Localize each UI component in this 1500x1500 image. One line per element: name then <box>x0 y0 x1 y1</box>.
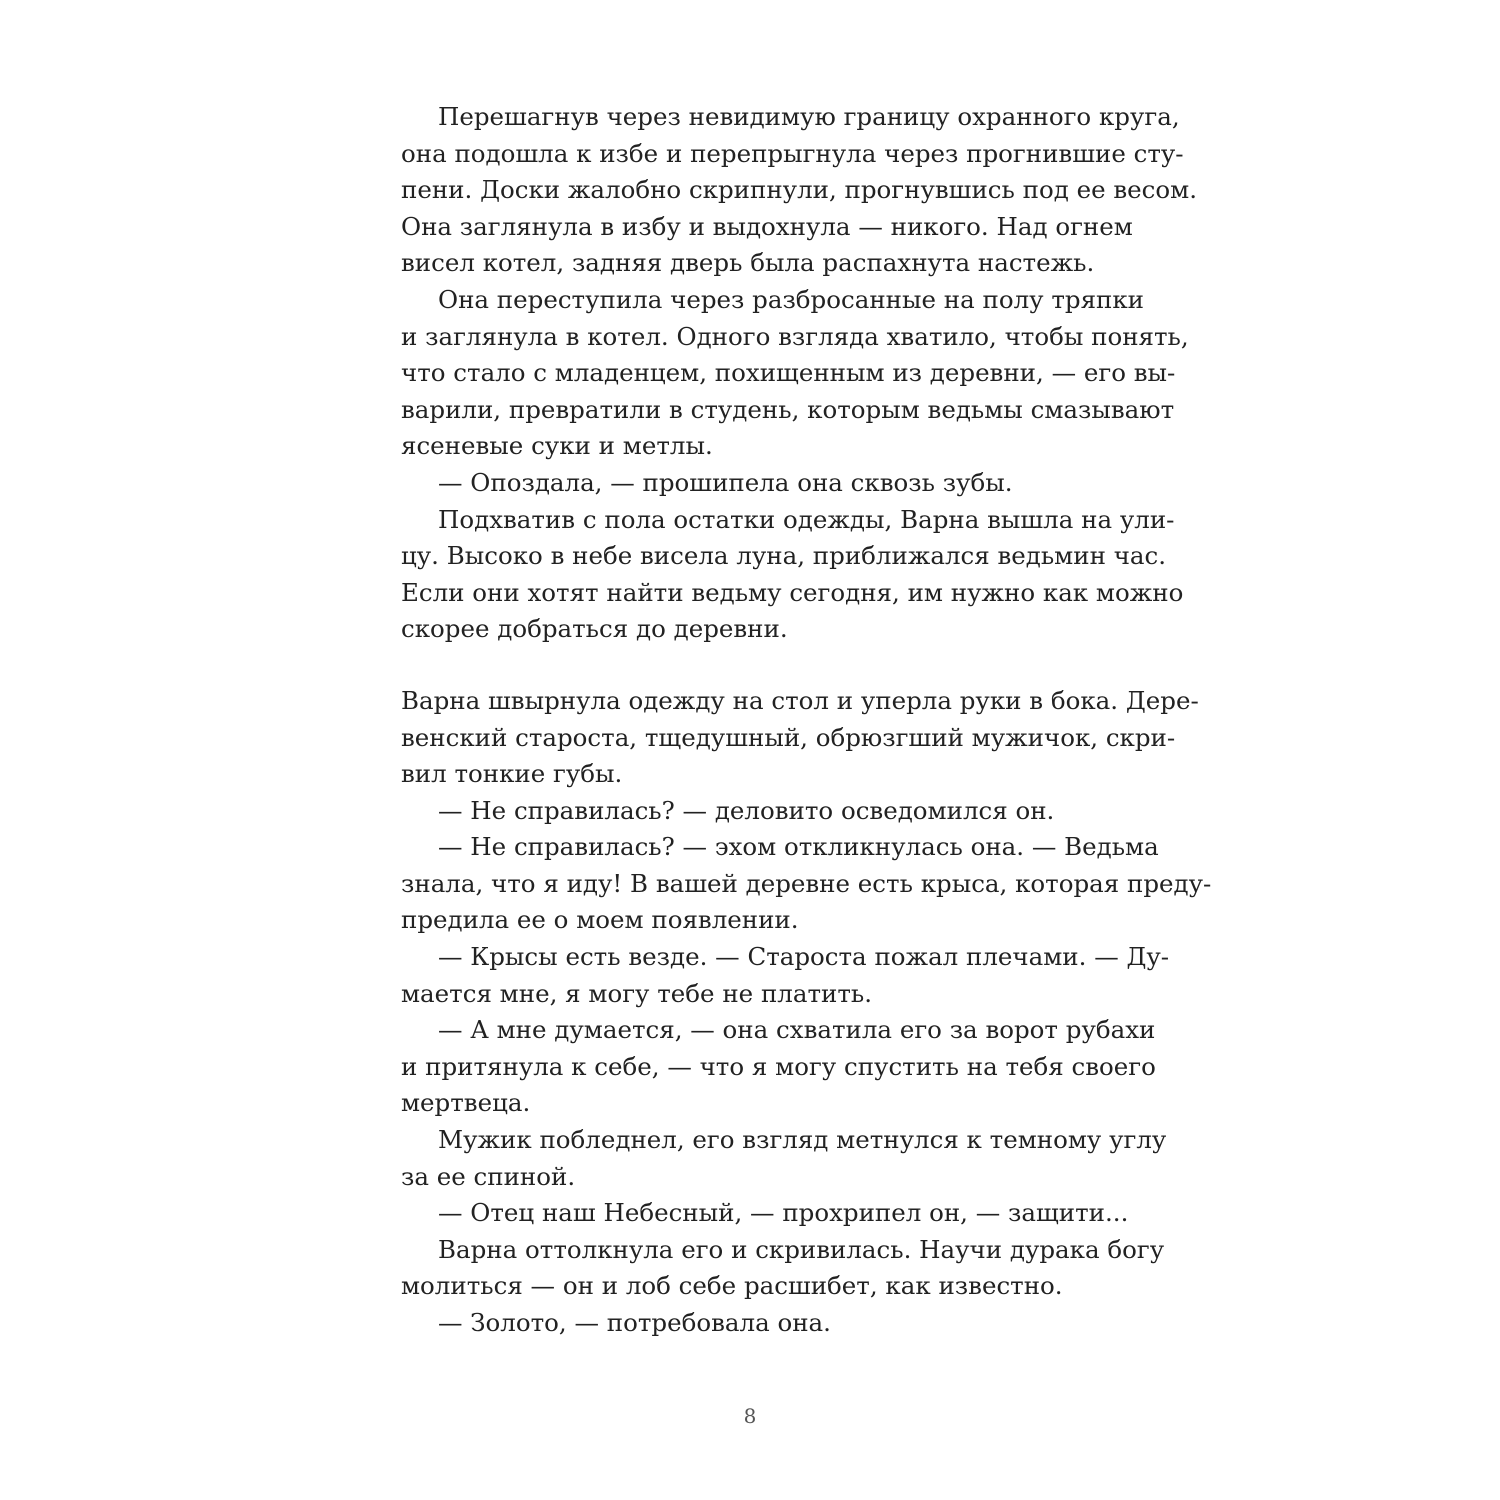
text-line: знала, что я иду! В вашей деревне есть крыса, которая преду- <box>401 868 1212 898</box>
paragraph <box>401 1122 1167 1195</box>
text-line: мертвеца. <box>401 1088 531 1118</box>
dialogue-paragraph <box>401 829 1212 939</box>
text-line: — А мне думается, — она схватила его за ворот рубахи <box>438 1015 1156 1045</box>
text-line: — Не справилась? — деловито осведомился он. <box>438 795 1055 825</box>
dialogue-paragraph <box>401 1305 1099 1342</box>
page-number: 8 <box>743 1404 757 1428</box>
dialogue-paragraph <box>401 1195 1129 1232</box>
text-line: — Отец наш Небесный, — прохрипел он, — защити... <box>438 1198 1129 1228</box>
text-line: Она переступила через разбросанные на полу тряпки <box>438 284 1145 314</box>
text-line: скорее добраться до деревни. <box>401 614 788 644</box>
text-line: и притянула к себе, — что я могу спустить на тебя своего <box>401 1051 1156 1081</box>
dialogue-paragraph <box>401 793 1099 830</box>
text-line: — Крысы есть везде. — Староста пожал плечами. — Ду- <box>438 942 1170 972</box>
text-line: пени. Доски жалобно скрипнули, прогнувшись под ее весом. <box>401 175 1197 205</box>
text-line: варили, превратили в студень, которым ведьмы смазывают <box>401 394 1175 424</box>
body-text <box>401 99 1212 1342</box>
text-line: Мужик побледнел, его взгляд метнулся к темному углу <box>438 1125 1167 1155</box>
paragraph <box>401 683 1199 793</box>
text-line: Варна швырнула одежду на стол и уперла руки в бока. Дере- <box>401 685 1199 715</box>
text-line: молиться — он и лоб себе расшибет, как известно. <box>401 1271 1063 1301</box>
text-line: — Золото, — потребовала она. <box>438 1308 831 1337</box>
text-line: предила ее о моем появлении. <box>401 905 799 935</box>
text-line: что стало с младенцем, похищенным из деревни, — его вы- <box>401 358 1176 388</box>
text-line: Варна оттолкнула его и скривилась. Научи дурака богу <box>438 1234 1165 1264</box>
text-line: — Не справилась? — эхом откликнулась она. — Ведьма <box>438 832 1159 862</box>
text-line: и заглянула в котел. Одного взгляда хватило, чтобы понять, <box>401 321 1189 351</box>
dialogue-paragraph <box>401 465 1099 502</box>
paragraph <box>401 1232 1165 1305</box>
text-line: Перешагнув через невидимую границу охранного круга, <box>438 102 1180 131</box>
text-line: — Опоздала, — прошипела она сквозь зубы. <box>438 467 1013 497</box>
text-line: мается мне, я могу тебе не платить. <box>401 978 873 1008</box>
paragraph <box>401 502 1184 648</box>
paragraph <box>401 99 1197 282</box>
text-line: Подхватив с пола остатки одежды, Варна вышла на ули- <box>438 504 1175 534</box>
text-line: висел котел, задняя дверь была распахнута настежь. <box>401 248 1095 278</box>
text-line: за ее спиной. <box>401 1161 576 1191</box>
dialogue-paragraph <box>401 939 1170 1012</box>
paragraph <box>401 282 1189 465</box>
text-line: венский староста, тщедушный, обрюзгший мужичок, скри- <box>401 722 1176 752</box>
text-line: Она заглянула в избу и выдохнула — никого. Над огнем <box>401 211 1133 241</box>
text-line: цу. Высоко в небе висела луна, приближался ведьмин час. <box>401 541 1167 571</box>
text-line: ясеневые суки и метлы. <box>401 431 713 461</box>
section-break <box>401 648 1099 683</box>
text-line: вил тонкие губы. <box>401 759 623 789</box>
text-line: Если они хотят найти ведьму сегодня, им нужно как можно <box>401 577 1184 607</box>
text-line: она подошла к избе и перепрыгнула через прогнившие сту- <box>401 138 1184 168</box>
dialogue-paragraph <box>401 1012 1156 1122</box>
